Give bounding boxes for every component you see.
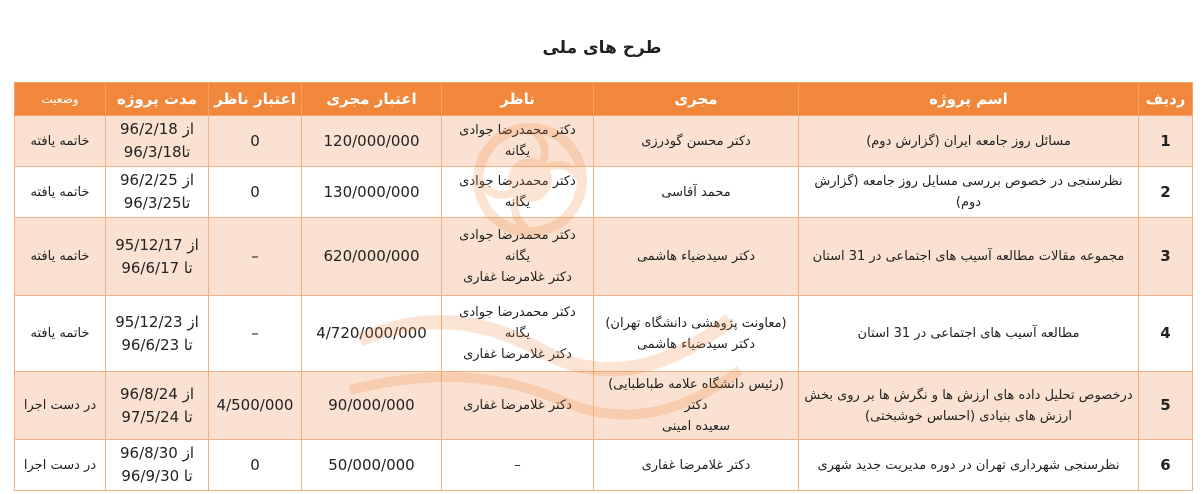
supervisor-cell [442,296,594,372]
project-name [799,218,1139,296]
exec-credit-cell: 120/000/000 [302,116,442,167]
executor-cell-line: دکتر سیدضیاء هاشمی [636,336,756,352]
duration-cell-line: تا96/3/25 [123,194,191,212]
executor-cell [594,167,799,218]
duration-cell [106,116,209,167]
duration-cell-line: از 95/12/23 [115,312,199,331]
supervisor-cell-line: – [514,457,521,473]
executor-cell [594,218,799,296]
table-row [15,218,1193,296]
exec-credit-cell: 620/000/000 [302,218,442,296]
project-name-line: ارزش های بنیادی (احساس خوشبختی) [865,408,1072,424]
project-name [799,167,1139,218]
executor-cell [594,440,799,491]
supervisor-cell-line: دکتر غلامرضا غفاری [463,270,572,285]
status-cell-line: در دست اجرا [23,457,97,473]
table-row [15,116,1193,167]
executor-cell-line: دکتر غلامرضا غفاری [641,457,751,473]
project-name-line: نظرسنجی شهرداری تهران در دوره مدیریت جدید شهری [817,457,1120,473]
executor-cell-line: سعیده امینی [661,419,731,434]
supervisor-cell [442,167,594,218]
duration-cell-line: تا 96/6/23 [121,335,193,354]
executor-cell-line: (معاونت پژوهشی دانشگاه تهران) [605,315,787,331]
supervisor-cell-line: یگانه [504,195,531,210]
col-header-supervisor: ناظر [442,83,594,116]
table-row [15,296,1193,372]
executor-cell-line: (رئیس دانشگاه علامه طباطبایی) دکتر [608,377,784,413]
supervisor-cell-line: دکتر محمدرضا جوادی [459,174,576,189]
table-body [15,116,1193,491]
col-header-duration: مدت پروژه [106,83,209,116]
status-cell [15,372,106,440]
project-name-line: نظرسنجی در خصوص بررسی مسایل روز جامعه (گزارش دوم) [814,174,1123,210]
table-row [15,440,1193,491]
duration-cell [106,440,209,491]
status-cell [15,296,106,372]
sup-credit-cell: 0 [209,167,302,218]
project-name-line: درخصوص تحلیل داده های ارزش ها و نگرش ها بر روی بخش [804,387,1133,403]
supervisor-cell-line: یگانه [504,249,531,264]
col-header-executor: مجری [594,83,799,116]
duration-cell-line: از 96/2/25 [119,171,194,189]
supervisor-cell-line: یگانه [504,144,531,159]
duration-cell [106,296,209,372]
row-index: 3 [1139,218,1193,296]
status-cell-line: خاتمه یافته [30,133,90,149]
row-index: 1 [1139,116,1193,167]
executor-cell [594,116,799,167]
executor-cell-line: دکتر محسن گودرزی [641,133,751,149]
row-index: 6 [1139,440,1193,491]
row-index: 4 [1139,296,1193,372]
col-header-exec-credit: اعتبار مجری [302,83,442,116]
sup-credit-cell: 0 [209,440,302,491]
project-name-line: مسائل روز جامعه ایران (گزارش دوم) [866,133,1071,149]
sup-credit-cell: – [209,296,302,372]
duration-cell [106,167,209,218]
supervisor-cell [442,218,594,296]
project-name-line: مطالعه آسیب های اجتماعی در 31 استان [857,326,1080,341]
duration-cell-line: تا96/3/18 [123,143,191,161]
project-name [799,296,1139,372]
col-header-status: وضعیت [15,83,106,116]
col-header-sup-credit: اعتبار ناظر [209,83,302,116]
project-name-line: مجموعه مقالات مطالعه آسیب های اجتماعی در 31 استان [812,249,1125,264]
status-cell-line: در دست اجرا [23,398,97,413]
exec-credit-cell: 50/000/000 [302,440,442,491]
supervisor-cell-line: دکتر غلامرضا غفاری [463,347,572,362]
table-header-row [15,83,1193,116]
executor-cell-line: دکتر سیدضیاء هاشمی [636,249,756,264]
project-name [799,116,1139,167]
sup-credit-cell: 0 [209,116,302,167]
page-title: طرح های ملی [542,38,662,58]
row-index: 2 [1139,167,1193,218]
row-index: 5 [1139,372,1193,440]
col-header-idx: ردیف [1139,83,1193,116]
executor-cell-line: محمد آقاسی [661,184,731,200]
status-cell [15,218,106,296]
supervisor-cell-line: یگانه [504,326,531,341]
duration-cell-line: تا 96/9/30 [121,467,193,485]
supervisor-cell [442,116,594,167]
executor-cell [594,296,799,372]
status-cell [15,167,106,218]
executor-cell [594,372,799,440]
supervisor-cell [442,440,594,491]
table-row [15,372,1193,440]
sup-credit-cell: 4/500/000 [209,372,302,440]
status-cell-line: خاتمه یافته [30,184,90,200]
duration-cell-line: از 96/2/18 [119,120,194,138]
supervisor-cell-line: دکتر محمدرضا جوادی [459,305,576,320]
duration-cell-line: تا 97/5/24 [121,407,193,426]
duration-cell-line: از 95/12/17 [115,235,199,254]
duration-cell-line: از 96/8/24 [119,384,194,403]
project-name [799,372,1139,440]
status-cell [15,440,106,491]
duration-cell [106,218,209,296]
project-name [799,440,1139,491]
sup-credit-cell: – [209,218,302,296]
supervisor-cell-line: دکتر محمدرضا جوادی [459,228,576,243]
duration-cell-line: تا 96/6/17 [121,258,193,277]
exec-credit-cell: 4/720/000/000 [302,296,442,372]
supervisor-cell-line: دکتر محمدرضا جوادی [459,123,576,138]
supervisor-cell-line: دکتر غلامرضا غفاری [463,398,572,413]
status-cell [15,116,106,167]
projects-table [14,82,1193,491]
table-row [15,167,1193,218]
status-cell-line: خاتمه یافته [30,249,90,264]
exec-credit-cell: 130/000/000 [302,167,442,218]
supervisor-cell [442,372,594,440]
duration-cell [106,372,209,440]
status-cell-line: خاتمه یافته [30,326,90,341]
col-header-name: اسم پروژه [799,83,1139,116]
exec-credit-cell: 90/000/000 [302,372,442,440]
duration-cell-line: از 96/8/30 [119,444,194,462]
